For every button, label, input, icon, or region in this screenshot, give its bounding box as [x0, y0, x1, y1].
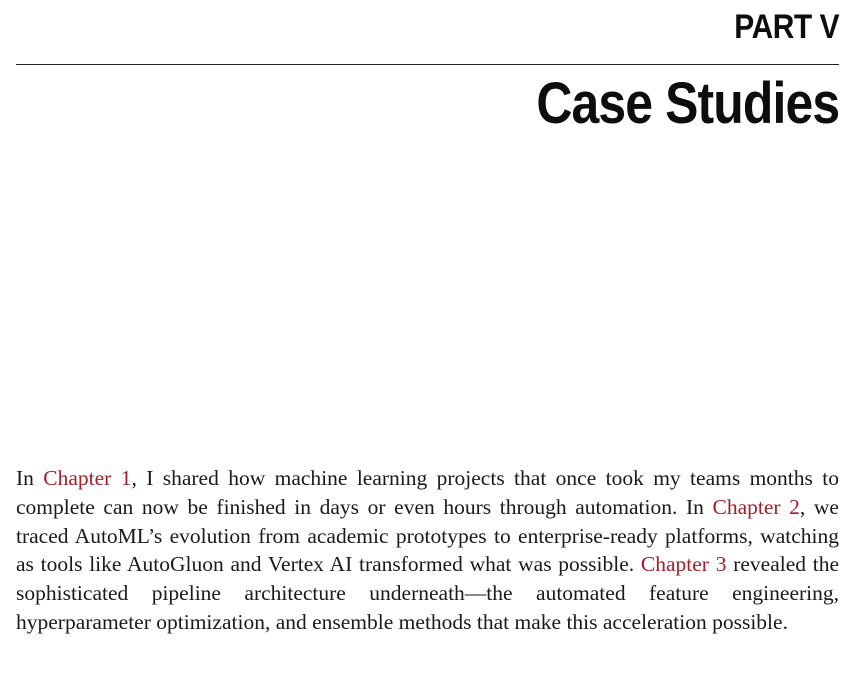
intro-text: , I shared how machine learning projects that once took my teams months to complete can now be finished in days or even hours through automation. — [16, 466, 839, 519]
intro-paragraph — [16, 464, 839, 637]
intro-text: revealed the sophisticated pipeline architecture underneath—the automated feature engineering, hyperparameter optimization, and ensemble methods that make this acceleration possible. — [16, 552, 840, 634]
intro-text: In — [685, 494, 713, 519]
chapter-1-link[interactable]: Chapter 1 — [43, 466, 132, 490]
header-rule — [16, 64, 839, 65]
part-title: Case Studies — [536, 71, 839, 136]
intro-text: In — [16, 466, 44, 490]
part-label: PART V — [734, 8, 839, 46]
chapter-2-link[interactable]: Chapter 2 — [712, 494, 800, 519]
intro-text: , we traced AutoML’s evolution from academic prototypes to enterprise-ready platforms, watching as tools like AutoGluon and Vertex AI transformed what was possible. — [16, 494, 839, 577]
chapter-3-link[interactable]: Chapter 3 — [640, 552, 727, 577]
